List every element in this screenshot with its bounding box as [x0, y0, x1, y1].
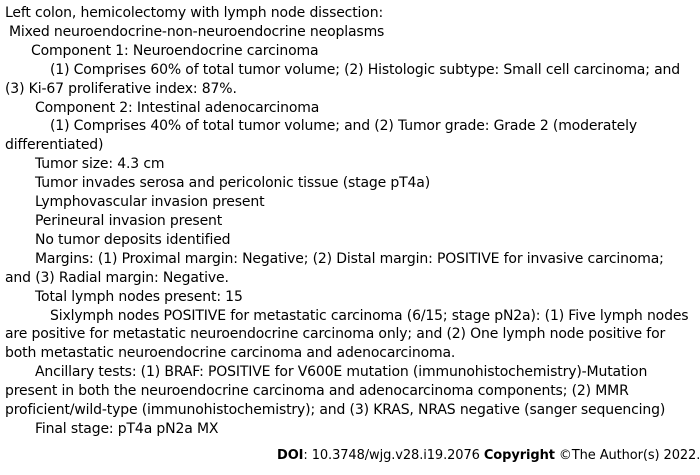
ancillary-text: Ancillary tests: (1) BRAF: POSITIVE for V600E mutation (immunohistochemistry)-Mutation present in both the neuroendocrine carcinoma and adenocarcinoma components; (2) MMR proficient/wild-type (immunohistochemistry); and (3) KRAS, NRAS negative (sanger sequencing)	[5, 364, 666, 419]
tumor-deposits-line: No tumor deposits identified	[35, 231, 231, 248]
perineural-line: Perineural invasion present	[35, 212, 223, 229]
component2-title: Component 2: Intestinal adenocarcinoma	[35, 99, 320, 116]
positive-nodes-text: Sixlymph nodes POSITIVE for metastatic carcinoma (6/15; stage pN2a): (1) Five lymph nodes are positive for metastatic neuroendocrine carcinoma only; and (2) One lymph node positive for both metastatic neuroendocrine carcinoma and adenocarcinoma.	[5, 307, 689, 362]
citation-footer	[277, 448, 700, 463]
positive-nodes-line	[5, 307, 693, 364]
total-nodes-line: Total lymph nodes present: 15	[35, 288, 243, 305]
component1-detail-text: (1) Comprises 60% of total tumor volume; (2) Histologic subtype: Small cell carcinoma; and (3) Ki-67 proliferative index: 87%.	[5, 61, 680, 97]
copyright-value: ©The Author(s) 2022.	[554, 448, 700, 463]
pathology-report	[5, 4, 693, 439]
lymphovascular-line: Lymphovascular invasion present	[35, 194, 265, 211]
diagnosis-line: Mixed neuroendocrine-non-neuroendocrine neoplasms	[9, 23, 385, 40]
component1-title: Component 1: Neuroendocrine carcinoma	[31, 42, 319, 59]
component2-detail-text: (1) Comprises 40% of total tumor volume; and (2) Tumor grade: Grade 2 (moderately differentiated)	[5, 118, 638, 154]
component2-detail	[5, 117, 693, 155]
tumor-size-line: Tumor size: 4.3 cm	[35, 156, 165, 173]
doi-label: DOI	[277, 448, 304, 463]
component1-detail	[5, 61, 693, 99]
copyright-label: Copyright	[483, 448, 555, 463]
doi-value: : 10.3748/wjg.v28.i19.2076	[303, 448, 480, 463]
margins-line	[5, 250, 693, 288]
ancillary-line	[5, 363, 693, 420]
margins-text: Margins: (1) Proximal margin: Negative; (2) Distal margin: POSITIVE for invasive carcinoma; and (3) Radial margin: Negative.	[5, 250, 664, 286]
specimen-line: Left colon, hemicolectomy with lymph node dissection:	[5, 5, 384, 21]
invasion-depth-line: Tumor invades serosa and pericolonic tissue (stage pT4a)	[35, 175, 431, 192]
final-stage-line: Final stage: pT4a pN2a MX	[35, 420, 219, 437]
